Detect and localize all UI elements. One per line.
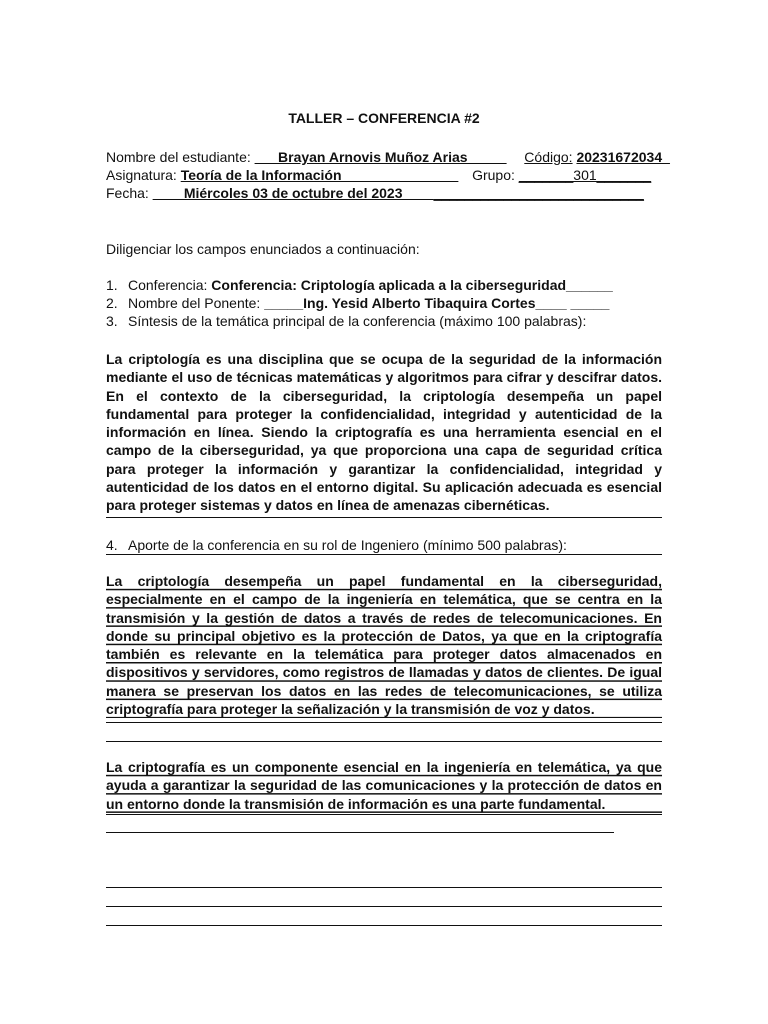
instructions: Diligenciar los campos enunciados a continuación: (106, 241, 420, 257)
list-item-speaker (106, 294, 609, 312)
document-title: TALLER – CONFERENCIA #2 (288, 110, 480, 126)
date-label: Fecha: (106, 185, 149, 201)
contribution-paragraph-2: La criptografía es un componente esencial en la ingeniería en telemática, ya que ayuda a garantizar la seguridad de las comunicaciones y la protección de datos en un entorno donde la transmisión de información es una parte fundamental. (106, 759, 662, 812)
subject-value: Teoría de la Información_______________ (180, 167, 459, 183)
list-number: 1. (106, 277, 118, 293)
student-code-value: 20231672034_ (576, 149, 670, 165)
divider-rule (106, 517, 662, 518)
list-number: 3. (106, 313, 118, 329)
subject-label: Asignatura: (106, 167, 177, 183)
blank-line (106, 887, 662, 888)
group-value: _______301_______ (518, 167, 652, 183)
date-trailing: ___________________________ (433, 185, 644, 201)
synthesis-paragraph: La criptología es una disciplina que se ocupa de la seguridad de la información mediante el uso de técnicas matemáticas y algoritmos para cifrar y descifrar datos. En el contexto de la ciberseguridad, la criptología desempeña un papel fundamental para proteger la confidencialidad, integridad y autenticidad de la información en línea. Siendo la criptografía es una herramienta esencial en el campo de la ciberseguridad, ya que proporciona una capa de seguridad crítica para proteger la información y garantizar la confidencialidad, integridad y autenticidad de los datos en el entorno digital. Su aplicación adecuada es esencial para proteger sistemas y datos en línea de amenazas cibernéticas. (106, 351, 662, 514)
list-item-conference (106, 276, 613, 294)
divider-rule (106, 814, 662, 815)
divider-rule (106, 722, 662, 723)
date-line (106, 184, 666, 202)
date-value: ____Miércoles 03 de octubre del 2023____ (152, 185, 434, 201)
student-name-label: Nombre del estudiante: (106, 149, 251, 165)
subject-line (106, 166, 666, 184)
blank-line (106, 925, 662, 926)
list-label: Nombre del Ponente: (128, 295, 265, 311)
list-label: Aporte de la conferencia en su rol de Ingeniero (mínimo 500 palabras): (128, 537, 567, 553)
divider-rule (106, 832, 614, 833)
list-value: Conferencia: Criptología aplicada a la ciberseguridad______ (211, 277, 613, 293)
divider-rule (106, 741, 662, 742)
list-item-contribution (106, 536, 567, 554)
contribution-paragraph-1: La criptología desempeña un papel fundamental en la ciberseguridad, especialmente en el campo de la ingeniería en telemática, que se centra en la transmisión y la gestión de datos a través de redes de telecomunicaciones. En donde su principal objetivo es la protección de Datos, ya que en la criptografía también es relevante en la telemática para proteger datos almacenados en dispositivos y servidores, como registros de llamadas y datos de clientes. De igual manera se preservan los datos en las redes de telecomunicaciones, se utiliza criptografía para proteger la señalización y la transmisión de voz y datos. (106, 573, 662, 718)
list-label: Síntesis de la temática principal de la conferencia (máximo 100 palabras): (128, 313, 587, 329)
list-value: _____Ing. Yesid Alberto Tibaquira Cortes____ _____ (264, 295, 610, 311)
list-label: Conferencia: (128, 277, 212, 293)
list-number: 4. (106, 537, 118, 553)
student-code-label: Código: (524, 149, 573, 165)
divider-rule (106, 554, 662, 555)
list-number: 2. (106, 295, 118, 311)
list-item-synthesis (106, 312, 586, 330)
group-label: Grupo: (472, 167, 515, 183)
student-line (106, 148, 670, 166)
student-name-value: ___Brayan Arnovis Muñoz Arias_____ (254, 149, 507, 165)
blank-line (106, 906, 662, 907)
